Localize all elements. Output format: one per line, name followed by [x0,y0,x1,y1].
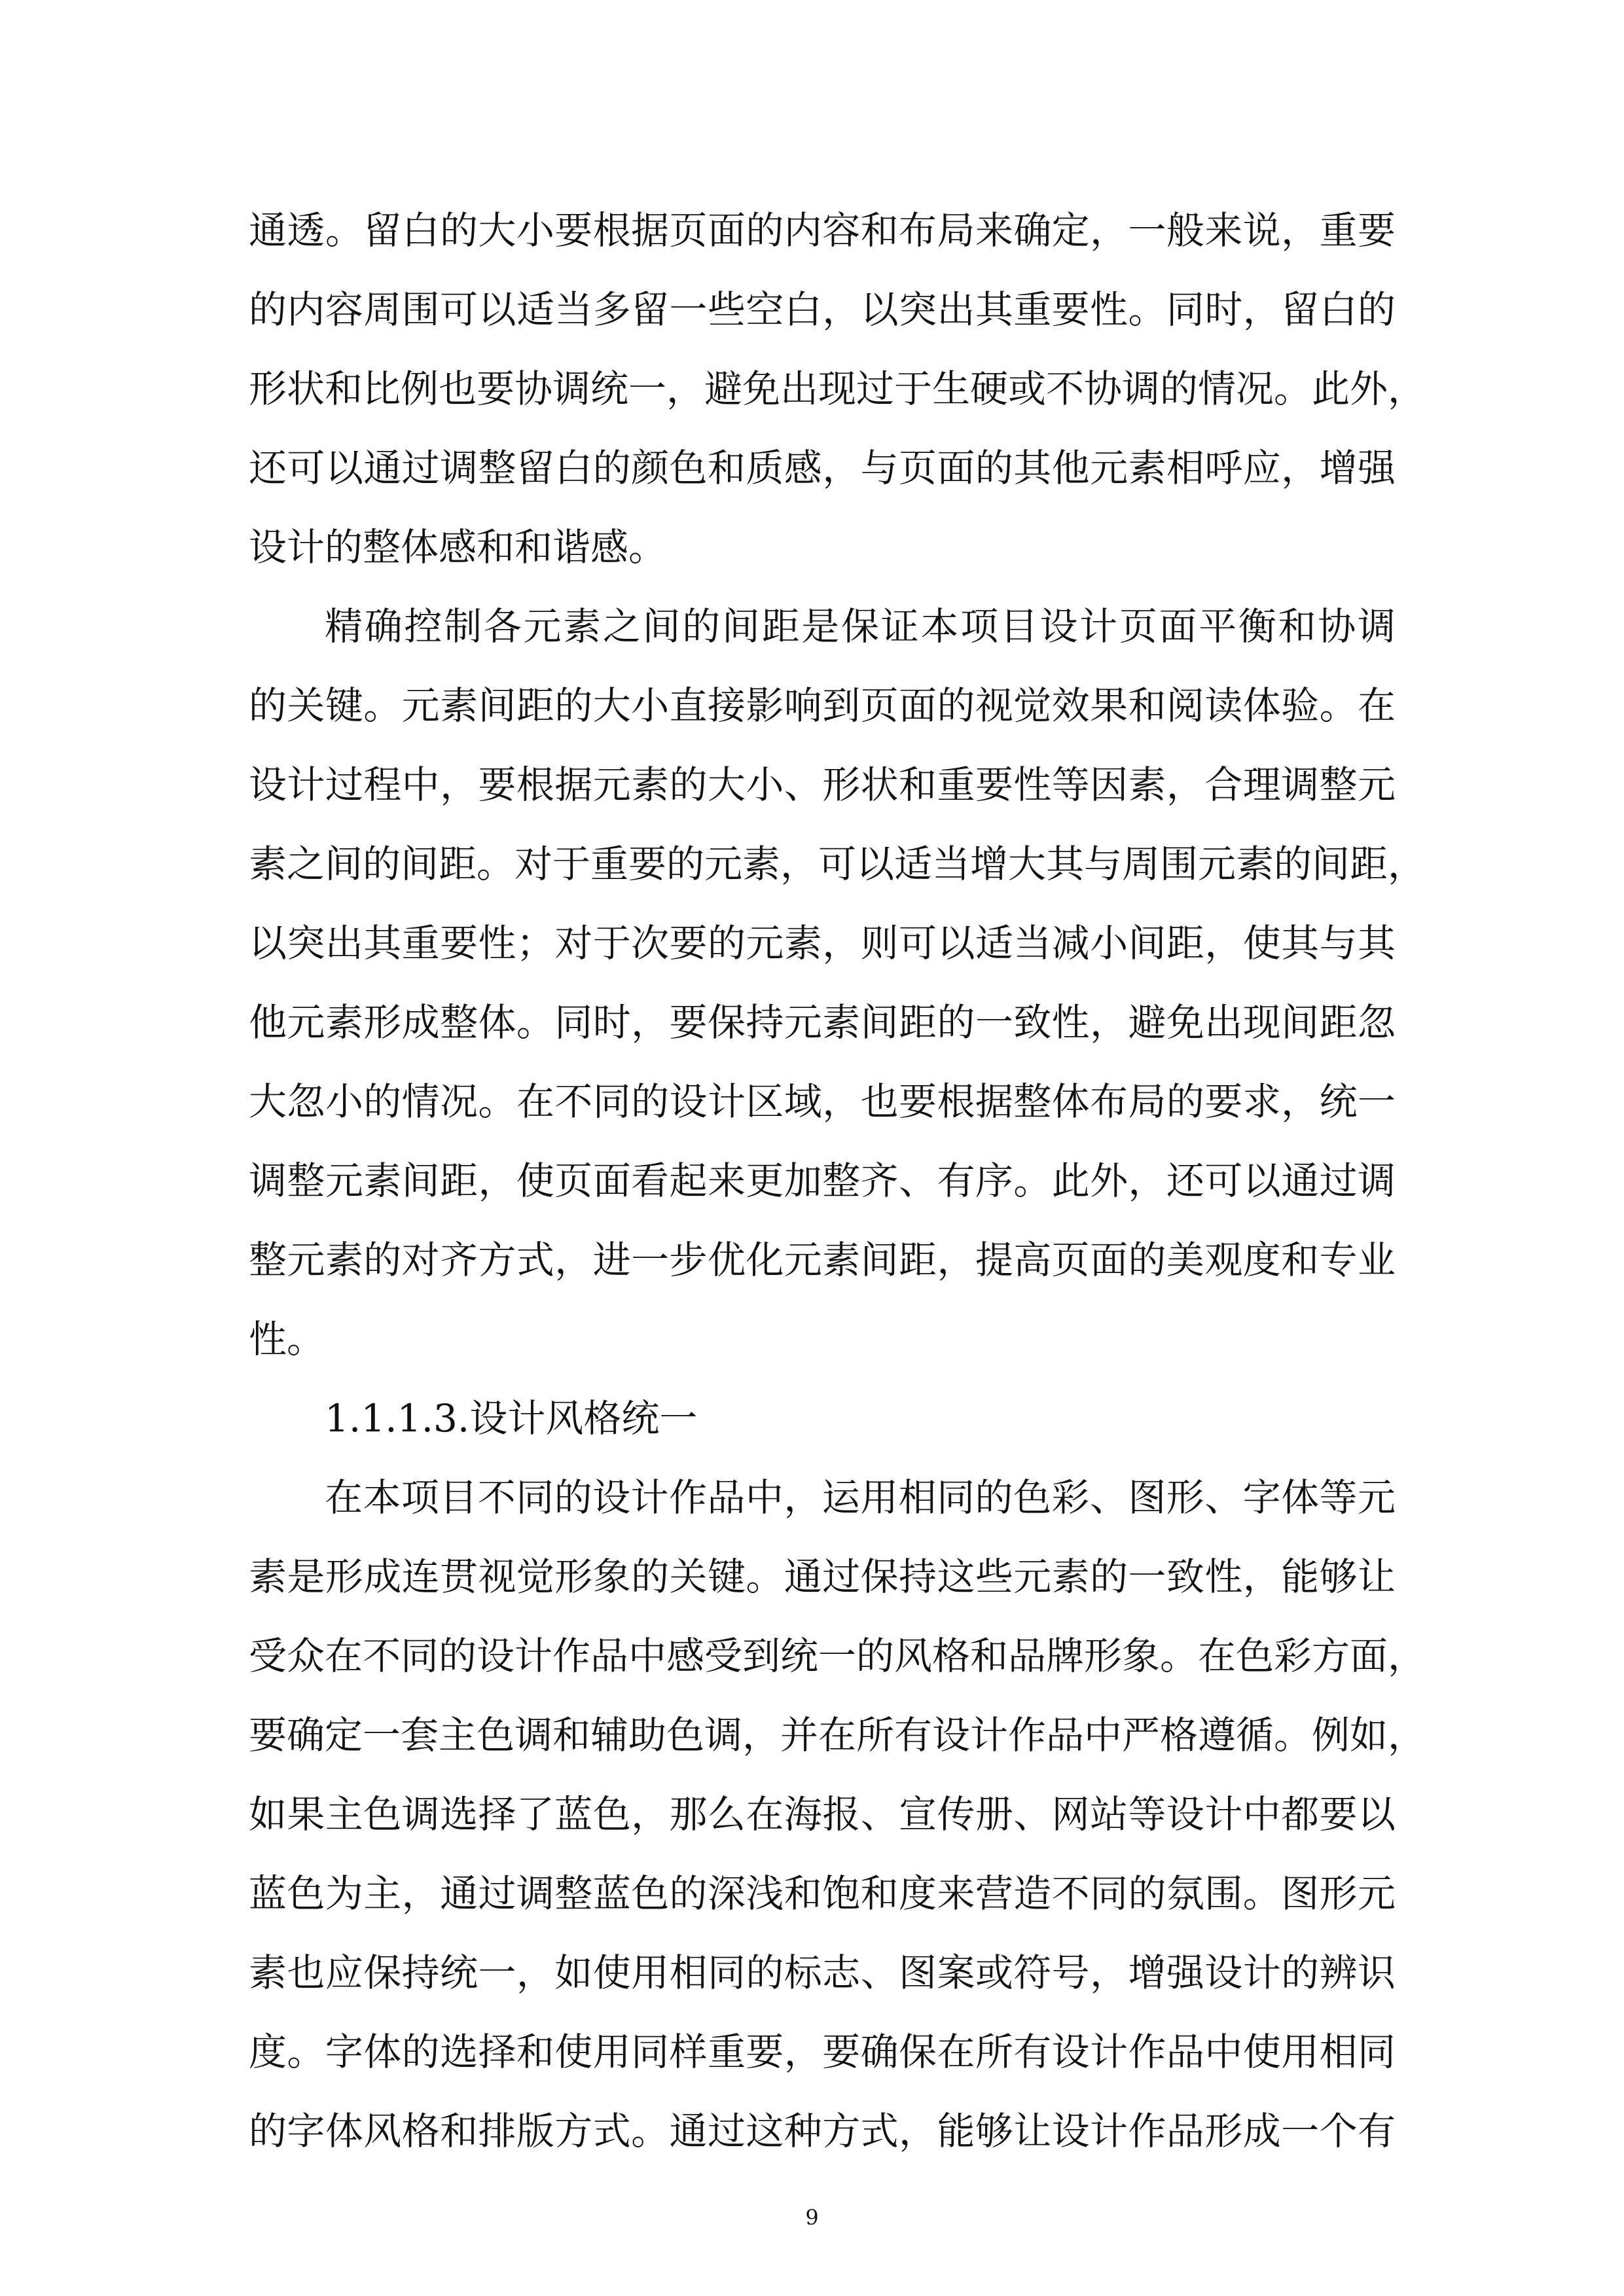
paragraph-start-line: 精确控制各元素之间的间距是保证本项目设计页面平衡和协调 [325,604,1396,649]
text-line: 的内容周围可以适当多留一些空白，以突出其重要性。同时，留白的 [249,287,1396,332]
text-line: 蓝色为主，通过调整蓝色的深浅和饱和度来营造不同的氛围。图形元 [249,1871,1396,1916]
text-line: 他元素形成整体。同时，要保持元素间距的一致性，避免出现间距忽 [249,1000,1396,1045]
text-line: 调整元素间距，使页面看起来更加整齐、有序。此外，还可以通过调 [249,1158,1396,1203]
body-text [249,191,1426,2171]
text-line: 设计过程中，要根据元素的大小、形状和重要性等因素，合理调整元 [249,762,1396,807]
text-line: 如果主色调选择了蓝色，那么在海报、宣传册、网站等设计中都要以 [249,1792,1396,1837]
text-line: 还可以通过调整留白的颜色和质感，与页面的其他元素相呼应，增强 [249,446,1396,490]
text-line: 大忽小的情况。在不同的设计区域，也要根据整体布局的要求，统一 [249,1079,1396,1124]
text-line: 整元素的对齐方式，进一步优化元素间距，提高页面的美观度和专业 [249,1238,1396,1282]
text-line: 度。字体的选择和使用同样重要，要确保在所有设计作品中使用相同 [249,2030,1396,2074]
page-number: 9 [805,2205,819,2230]
text-line: 受众在不同的设计作品中感受到统一的风格和品牌形象。在色彩方面， [249,1634,1426,1678]
text-line: 形状和比例也要协调统一，避免出现过于生硬或不协调的情况。此外， [249,367,1426,411]
text-line: 以突出其重要性；对于次要的元素，则可以适当减小间距，使其与其 [249,921,1396,965]
text-line: 素是形成连贯视觉形象的关键。通过保持这些元素的一致性，能够让 [249,1554,1396,1599]
text-line: 的关键。元素间距的大小直接影响到页面的视觉效果和阅读体验。在 [249,683,1396,728]
text-line: 素之间的间距。对于重要的元素，可以适当增大其与周围元素的间距， [249,842,1426,886]
text-line: 的字体风格和排版方式。通过这种方式，能够让设计作品形成一个有 [249,2109,1396,2153]
text-line: 素也应保持统一，如使用相同的标志、图案或符号，增强设计的辨识 [249,1950,1396,1995]
text-line: 性。 [249,1317,325,1361]
section-heading: 1.1.1.3.设计风格统一 [325,1396,698,1441]
text-line: 通透。留白的大小要根据页面的内容和布局来确定，一般来说，重要 [249,208,1396,253]
text-line: 要确定一套主色调和辅助色调，并在所有设计作品中严格遵循。例如， [249,1713,1426,1757]
paragraph-start-line: 在本项目不同的设计作品中，运用相同的色彩、图形、字体等元 [325,1475,1396,1520]
text-line: 设计的整体感和和谐感。 [249,525,667,569]
